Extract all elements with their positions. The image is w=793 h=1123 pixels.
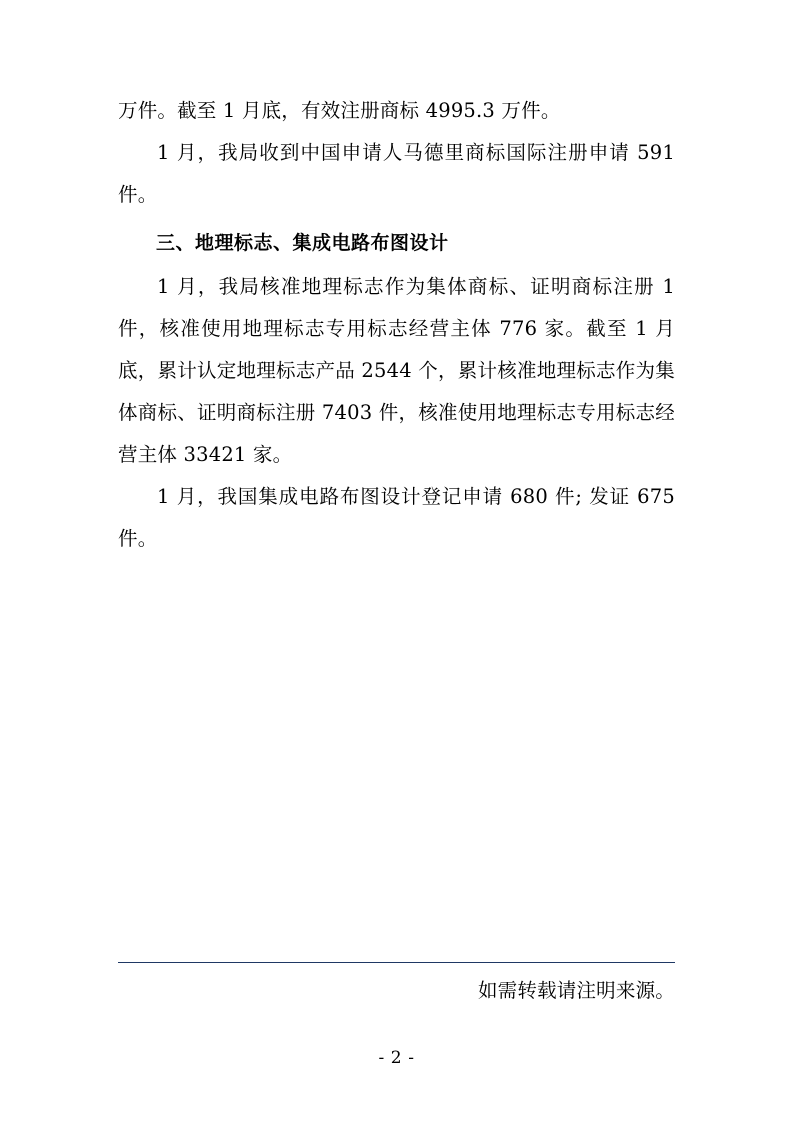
footer-reprint-note: 如需转载请注明来源。 bbox=[477, 979, 675, 1002]
page-footer bbox=[0, 923, 793, 1123]
paragraph-trademark-valid: 万件。截至 1 月底，有效注册商标 4995.3 万件。 bbox=[118, 99, 561, 122]
section-heading: 三、地理标志、集成电路布图设计 bbox=[156, 232, 449, 254]
paragraph-integrated-circuit: 1 月，我国集成电路布图设计登记申请 680 件; 发证 675 件。 bbox=[118, 485, 675, 550]
page-number: - 2 - bbox=[378, 1048, 415, 1068]
paragraph-madrid-application: 1 月，我局收到中国申请人马德里商标国际注册申请 591 件。 bbox=[118, 141, 675, 206]
paragraph-geo-indication: 1 月，我局核准地理标志作为集体商标、证明商标注册 1 件，核准使用地理标志专用标志经营主体 776 家。截至 1 月底，累计认定地理标志产品 2544 个，累计核准地理标志作为集体商标、证明商标注册 7403 件，核准使用地理标志专用标志经营主体 33421 家。 bbox=[118, 275, 675, 466]
document-body bbox=[118, 90, 675, 560]
footer-divider bbox=[118, 962, 675, 963]
